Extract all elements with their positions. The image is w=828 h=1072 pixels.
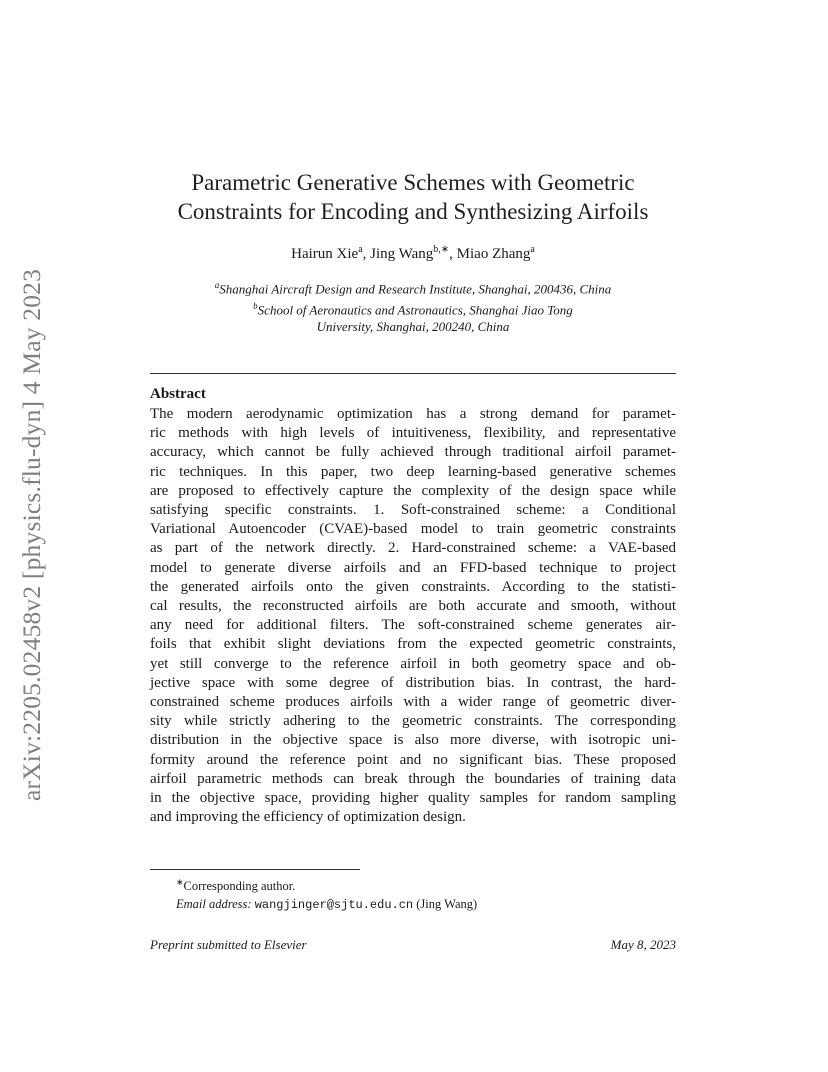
paper-title [150,168,676,226]
abstract-line: cal results, the reconstructed airfoils are both accurate and smooth, without [150,598,676,615]
affiliation-text: Shanghai Aircraft Design and Research Institute, Shanghai, 200436, China [219,281,612,297]
abstract-line: constrained scheme produces airfoils with a wider range of geometric diver- [150,694,676,711]
footnote-email [176,896,477,915]
abstract-line: as part of the network directly. 2. Hard-constrained scheme: a VAE-based [150,540,676,557]
abstract-line: yet still converge to the reference airfoil in both geometry space and ob- [150,655,676,672]
arxiv-identifier: arXiv:2205.02458v2 [physics.flu-dyn] 4 May 2023 [17,268,46,802]
arxiv-sidebar [12,250,52,820]
footnote [176,874,477,914]
abstract-line: model to generate diverse airfoils and an FFD-based technique to project [150,559,676,576]
author-name: Miao Zhang [456,246,531,262]
footer-left: Preprint submitted to Elsevier [150,937,307,952]
affiliation-text: University, Shanghai, 200240, China [316,318,510,334]
email-label: Email address: [176,896,252,911]
author-affil-mark: a [530,244,535,255]
abstract-line: are proposed to effectively capture the complexity of the design space while [150,482,676,499]
page-footer [150,937,676,953]
footnote-mark: ∗ [176,877,184,887]
author-affil-mark: a [358,244,363,255]
abstract-line: jective space with some degree of distribution bias. In contrast, the hard- [150,674,676,691]
abstract-heading: Abstract [150,386,206,402]
footnote-corresponding [176,874,477,896]
abstract-line: ric techniques. In this paper, two deep learning-based generative schemes [150,463,676,480]
affiliation-line [150,319,676,336]
abstract-line: The modern aerodynamic optimization has a strong demand for paramet- [150,406,676,422]
abstract-line: distribution in the objective space is also more diverse, with isotropic uni- [150,732,676,749]
author-name: Jing Wang [370,246,434,262]
author-name: Hairun Xie [291,246,359,262]
header-rule [150,373,676,374]
abstract-line: airfoil parametric methods can break through the boundaries of training data [150,770,676,787]
author-separator: , [362,246,371,262]
abstract-line: foils that exhibit slight deviations from the expected geometric constraints, [150,636,676,653]
footnote-text: Corresponding author. [183,879,296,894]
abstract-line: formity around the reference point and no significant bias. These proposed [150,751,676,768]
abstract-body [150,405,676,827]
affiliations [150,277,676,335]
abstract-line: Variational Autoencoder (CVAE)-based model to train geometric constraints [150,521,676,538]
abstract-line: satisfying specific constraints. 1. Soft-constrained scheme: a Conditional [150,502,676,519]
abstract-line: accuracy, which cannot be fully achieved through traditional airfoil paramet- [150,444,676,461]
abstract-line: ric methods with high levels of intuitiveness, flexibility, and representative [150,425,676,442]
title-line: Constraints for Encoding and Synthesizing Airfoils [177,199,649,224]
author-separator: , [449,246,457,262]
abstract-line: the generated airfoils onto the given constraints. According to the statisti- [150,578,676,595]
title-line: Parametric Generative Schemes with Geometric [191,170,635,195]
email-address[interactable]: wangjinger@sjtu.edu.cn [254,897,414,912]
email-owner: (Jing Wang) [416,896,478,911]
affiliation-text: School of Aeronautics and Astronautics, Shanghai Jiao Tong [257,302,573,318]
abstract-line: sity while strictly adhering to the geometric constraints. The corresponding [150,713,676,730]
affiliation-mark: b [253,300,258,311]
abstract-line: and improving the efficiency of optimization design. [150,809,466,826]
abstract-line: in the objective space, providing higher quality samples for random sampling [150,790,676,807]
affiliation-line [150,277,676,298]
affiliation-line [150,298,676,319]
abstract-line: any need for additional filters. The soft-constrained scheme generates air- [150,617,676,634]
author-affil-mark: b,∗ [433,244,450,255]
affiliation-mark: a [214,280,220,290]
footer-right: May 8, 2023 [610,937,676,952]
footnote-rule [150,869,360,870]
author-list [150,244,676,263]
